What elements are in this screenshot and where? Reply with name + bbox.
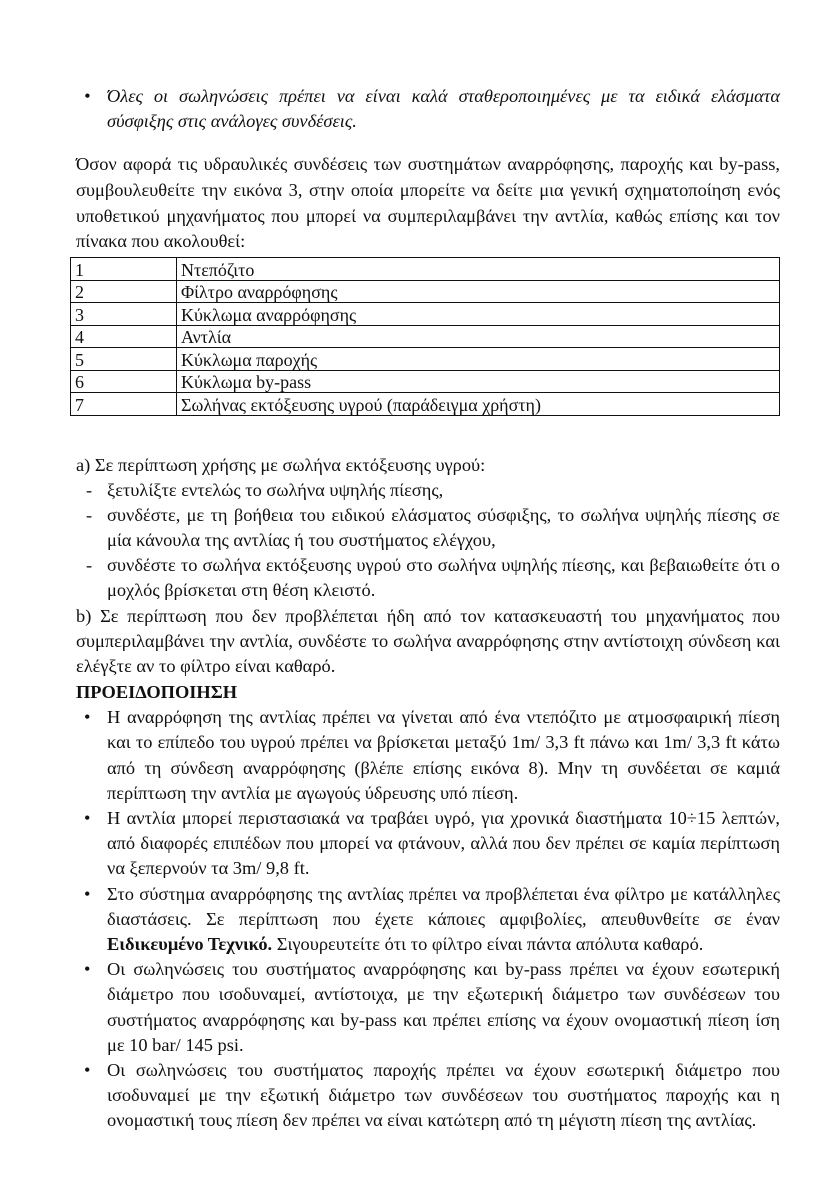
intro-paragraph-block: [76, 152, 780, 255]
section-a-title: a) Σε περίπτωση χρήσης με σωλήνα εκτόξευσης υγρού:: [76, 455, 486, 475]
row-number: 6: [71, 370, 177, 393]
table-row: [71, 258, 780, 281]
table-row: [71, 325, 780, 348]
warning-bullet: • Οι σωληνώσεις του συστήματος αναρρόφησης και by-pass πρέπει να έχουν εσωτερική διάμετρο που ισοδυναμεί, αντίστοιχα, με την εξωτερική διάμετρο των συνδέσεων του συστήματος αναρρόφησης και by-pass και πρέπει επίσης να έχουν ονομαστική πίεση ίση με 10 bar/ 145 psi.: [76, 957, 780, 1058]
warning-title: ΠΡΟΕΙΔΟΠΟΙΗΣΗ: [76, 682, 238, 702]
row-label: Σωλήνας εκτόξευσης υγρού (παράδειγμα χρήστη): [177, 393, 780, 416]
row-label: Ντεπόζιτο: [177, 258, 780, 281]
warning-bullet-filter: [76, 882, 780, 958]
table-row: [71, 280, 780, 303]
row-label: Κύκλωμα παροχής: [177, 348, 780, 371]
section-a: [76, 453, 780, 679]
row-label: Κύκλωμα by-pass: [177, 370, 780, 393]
table-row: [71, 303, 780, 326]
warning-section: [76, 680, 780, 1134]
section-a-step: - συνδέστε, με τη βοήθεια του ειδικού ελάσματος σύσφιξης, το σωλήνα υψηλής πίεσης σε μία κάνουλα της αντλίας ή του συστήματος ελέγχου,: [76, 503, 780, 553]
row-number: 5: [71, 348, 177, 371]
table-row: [71, 370, 780, 393]
specialist-technician: Ειδικευμένο Τεχνικό.: [107, 934, 273, 955]
row-label: Κύκλωμα αναρρόφησης: [177, 303, 780, 326]
row-number: 2: [71, 280, 177, 303]
section-a-step: - συνδέστε το σωλήνα εκτόξευσης υγρού στο σωλήνα υψηλής πίεσης, και βεβαιωθείτε ότι ο μοχλός βρίσκεται στη θέση κλειστό.: [76, 553, 780, 603]
intro-paragraph: Όσον αφορά τις υδραυλικές συνδέσεις των συστημάτων αναρρόφησης, παροχής και by-pass, συμβουλευθείτε την εικόνα 3, στην οποία μπορείτε να δείτε μια γενική σχηματοποίηση ενός υποθετικού μηχανήματος που μπορεί να συμπεριλαμβάνει την αντλία, καθώς επίσης και τον πίνακα που ακολουθεί:: [76, 154, 780, 252]
warning-bullet: • Οι σωληνώσεις του συστήματος παροχής πρέπει να έχουν εσωτερική διάμετρο που ισοδυναμεί με την εξωτική διάμετρο των συνδέσεων του συστήματος παροχής και η ονομαστική τους πίεση δεν πρέπει να είναι κατώτερη από τη μέγιστη πίεση της αντλίας.: [76, 1058, 780, 1134]
intro-bullet: • Όλες οι σωληνώσεις πρέπει να είναι καλά σταθεροποιημένες με τα ειδικά ελάσματα σύσφιξης στις ανάλογες συνδέσεις.: [76, 84, 780, 135]
intro-section: [76, 84, 780, 135]
components-table: [70, 257, 780, 416]
section-b: b) Σε περίπτωση που δεν προβλέπεται ήδη από τον κατασκευαστή του μηχανήματος που συμπεριλαμβάνει την αντλία, συνδέστε το σωλήνα αναρρόφησης στην αντίστοιχη σύνδεση και ελέγξτε αν το φίλτρο είναι καθαρό.: [76, 605, 780, 676]
row-number: 4: [71, 325, 177, 348]
row-label: Φίλτρο αναρρόφησης: [177, 280, 780, 303]
warning-bullet: • Η αναρρόφηση της αντλίας πρέπει να γίνεται από ένα ντεπόζιτο με ατμοσφαιρική πίεση και το επίπεδο του υγρού πρέπει να βρίσκεται μεταξύ 1m/ 3,3 ft πάνω και 1m/ 3,3 ft κάτω από τη σύνδεση αναρρόφησης (βλέπε επίσης εικόνα 8). Μην τη συνδέεται σε καμιά περίπτωση την αντλία με αγωγούς ύδρευσης υπό πίεση.: [76, 705, 780, 806]
filter-text: Στο σύστημα αναρρόφησης της αντλίας πρέπει να προβλέπεται ένα φίλτρο με κατάλληλες διαστάσεις. Σε περίπτωση που έχετε κάποιες αμφιβολίες, απευθυνθείτε σε έναν: [107, 883, 780, 929]
row-number: 7: [71, 393, 177, 416]
row-label: Αντλία: [177, 325, 780, 348]
table-row: [71, 348, 780, 371]
warning-bullet: • Η αντλία μπορεί περιστασιακά να τραβάει υγρό, για χρονικά διαστήματα 10÷15 λεπτών, από διαφορές επιπέδων που μπορεί να φτάνουν, αλλά που δεν πρέπει σε καμία περίπτωση να ξεπερνούν τα 3m/ 9,8 ft.: [76, 806, 780, 882]
row-number: 3: [71, 303, 177, 326]
table-row: [71, 393, 780, 416]
section-a-step: - ξετυλίξτε εντελώς το σωλήνα υψηλής πίεσης,: [76, 478, 780, 503]
row-number: 1: [71, 258, 177, 281]
filter-text-end: Σιγουρευτείτε ότι το φίλτρο είναι πάντα απόλυτα καθαρό.: [272, 934, 704, 955]
